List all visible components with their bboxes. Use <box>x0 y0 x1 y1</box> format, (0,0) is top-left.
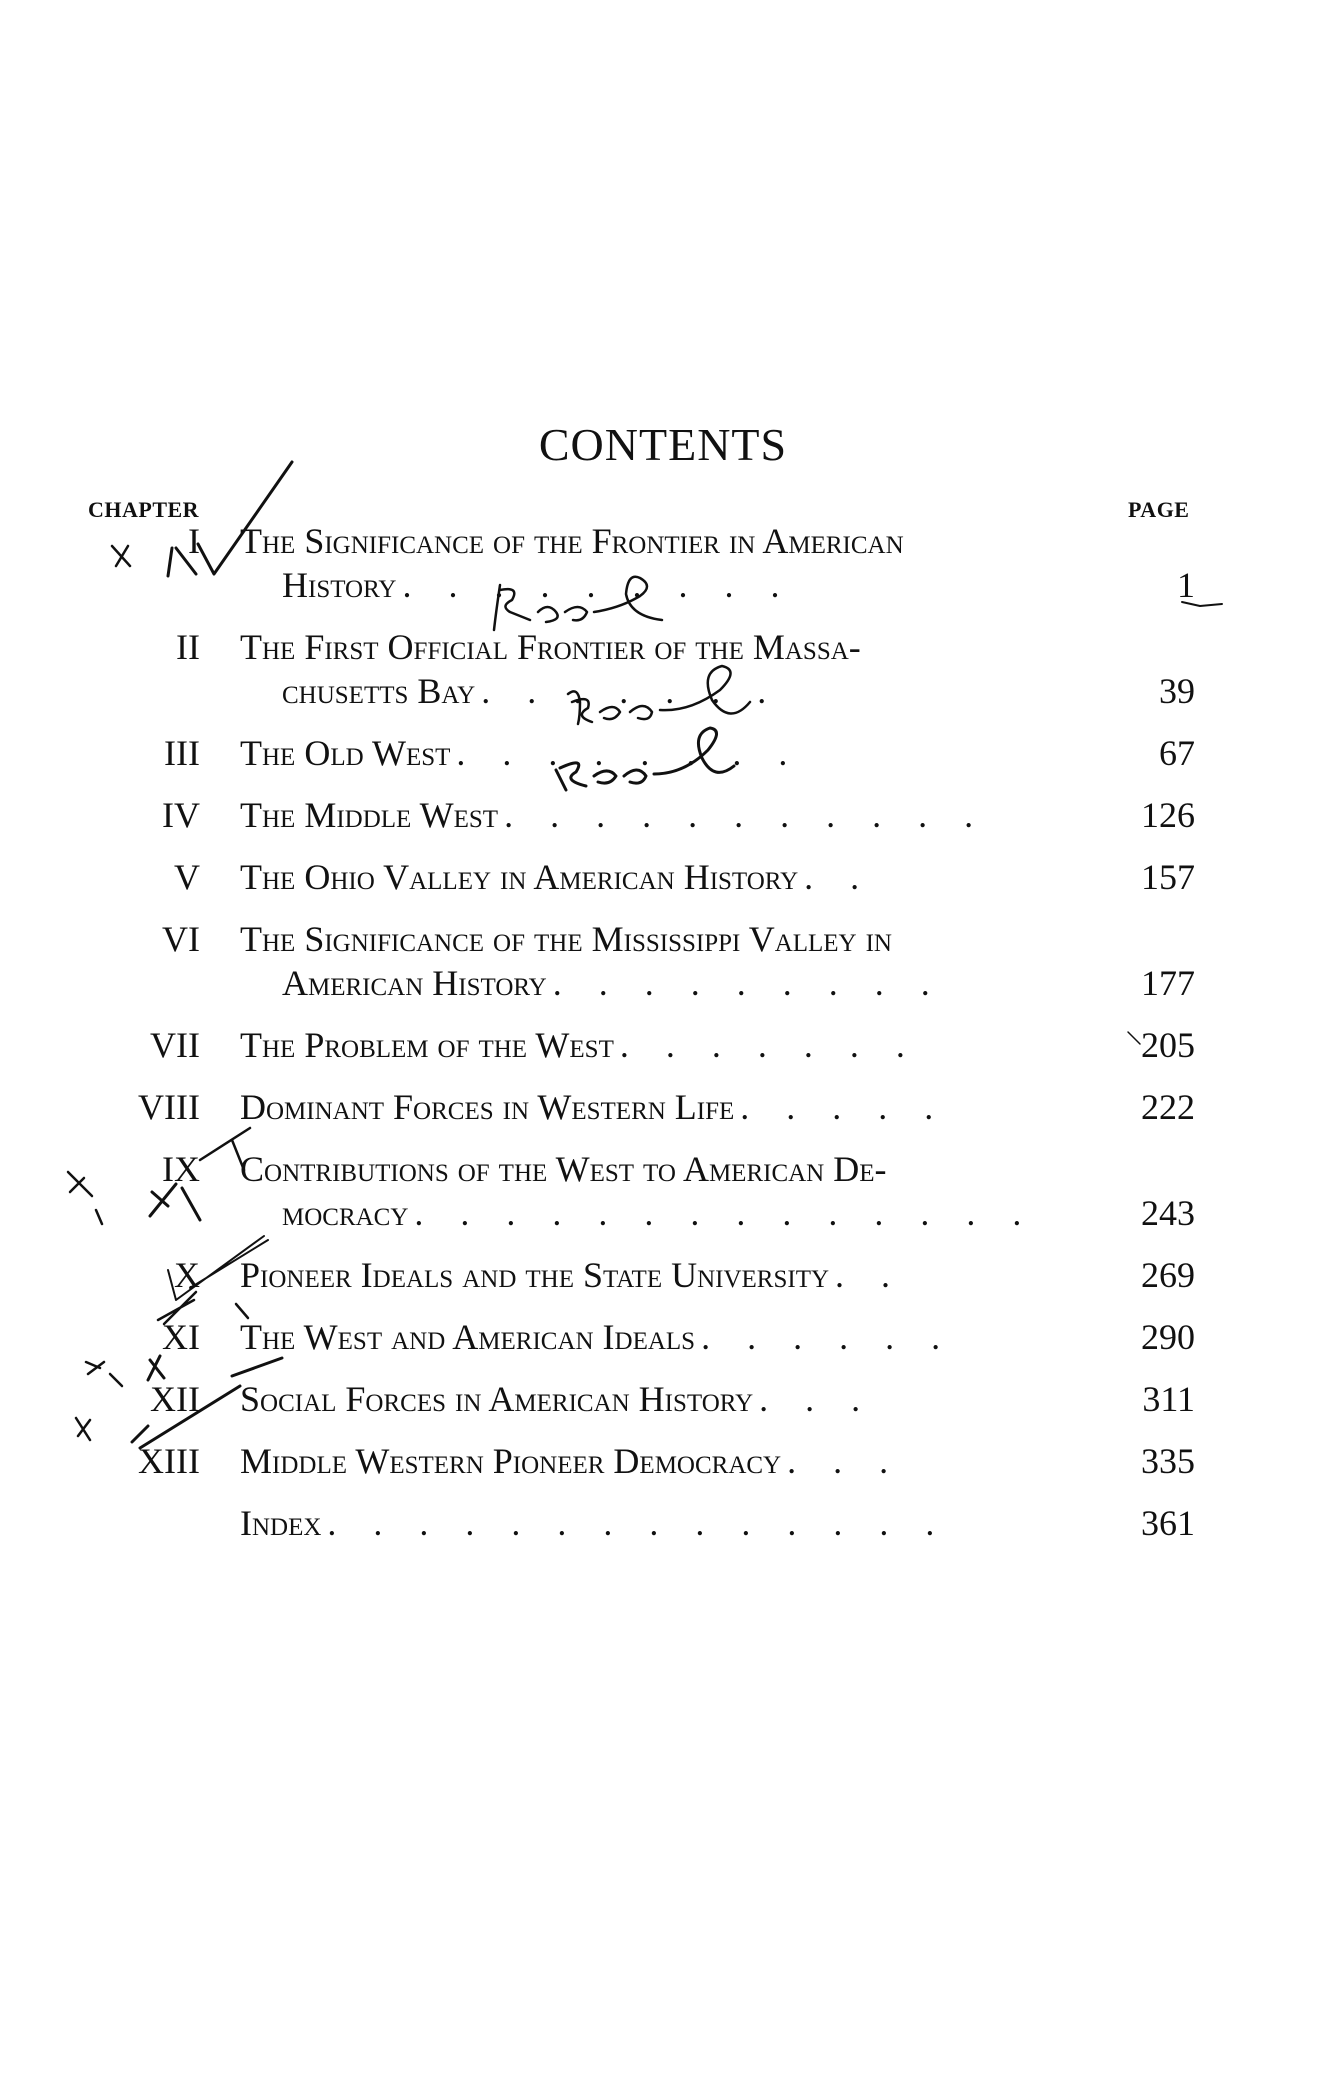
dot-leader: . . <box>835 1255 905 1295</box>
page-number: 126 <box>1141 795 1195 835</box>
dot-leader: . . . . . . <box>701 1317 955 1357</box>
chapter-number: I <box>188 521 200 561</box>
chapter-title <box>240 1316 954 1358</box>
chapter-title-text: The Middle West <box>240 795 499 835</box>
page-number: 157 <box>1141 857 1195 897</box>
chapter-column-header: CHAPTER <box>88 497 200 522</box>
chapter-title-continued <box>282 670 780 712</box>
chapter-title-text: The Significance of the Frontier in American <box>240 521 904 561</box>
chapter-title-text: Contributions of the West to American De- <box>240 1149 887 1189</box>
page-number: 39 <box>1159 671 1195 711</box>
page-column-header: PAGE <box>1128 497 1190 522</box>
chapter-title <box>240 1502 948 1544</box>
chapter-number: VII <box>150 1025 200 1065</box>
chapter-title-text: The Problem of the West <box>240 1025 614 1065</box>
chapter-title <box>240 732 801 774</box>
chapter-title <box>240 626 861 668</box>
chapter-number: VI <box>162 919 200 959</box>
chapter-number: II <box>176 627 200 667</box>
chapter-title <box>240 1378 874 1420</box>
chapter-number: IX <box>162 1149 200 1189</box>
page-number: 67 <box>1159 733 1195 773</box>
dot-leader: . . . . . <box>740 1087 948 1127</box>
dot-leader: . . . . . . . <box>619 1025 919 1065</box>
page-number: 243 <box>1141 1193 1195 1233</box>
page-number: 222 <box>1141 1087 1195 1127</box>
chapter-title-text: Pioneer Ideals and the State University <box>240 1255 830 1295</box>
x-mark-icon <box>86 1362 122 1386</box>
page-number: 361 <box>1141 1503 1195 1543</box>
dot-leader: . . . . . . . . . . . <box>504 795 988 835</box>
page-number: 311 <box>1142 1379 1195 1419</box>
page-number: 1 <box>1177 565 1195 605</box>
chapter-title-text: Social Forces in American History <box>240 1379 754 1419</box>
page-number: 335 <box>1141 1441 1195 1481</box>
chapter-title-text: The West and American Ideals <box>240 1317 696 1357</box>
chapter-number: XII <box>150 1379 200 1419</box>
dot-leader: . . . . . . . . . <box>402 565 794 605</box>
dot-leader: . . <box>804 857 874 897</box>
page-number: 290 <box>1141 1317 1195 1357</box>
dot-leader: . . . . . . . . . . . . . . <box>414 1193 1036 1233</box>
page-number: 177 <box>1141 963 1195 1003</box>
tick-mark-icon <box>1128 1032 1140 1044</box>
chapter-title-continued <box>282 962 944 1004</box>
dot-leader: . . . <box>787 1441 903 1481</box>
x-mark-icon <box>76 1418 90 1440</box>
chapter-title-text: The Ohio Valley in American History <box>240 857 799 897</box>
chapter-title-text: Index <box>240 1503 322 1543</box>
dot-leader: . . . <box>759 1379 875 1419</box>
x-mark-icon <box>112 546 130 566</box>
chapter-number: XIII <box>138 1441 200 1481</box>
chapter-title-text: Dominant Forces in Western Life <box>240 1087 735 1127</box>
chapter-title <box>240 520 904 562</box>
page-number: 269 <box>1141 1255 1195 1295</box>
chapter-number: III <box>164 733 200 773</box>
chapter-title <box>240 1254 904 1296</box>
chapter-title <box>240 918 892 960</box>
x-mark-icon <box>68 1172 102 1224</box>
dot-leader: . . . . . . . . <box>456 733 802 773</box>
chapter-number: IV <box>162 795 200 835</box>
dot-leader: . . . . . . . . . . . . . . <box>327 1503 949 1543</box>
chapter-title-text: History <box>282 565 397 605</box>
chapter-title <box>240 794 987 836</box>
chapter-title <box>240 856 873 898</box>
chapter-title-text: mocracy <box>282 1193 409 1233</box>
chapter-title-text: The Significance of the Mississippi Valley in <box>240 919 892 959</box>
chapter-title-text: American History <box>282 963 547 1003</box>
chapter-title-text: The Old West <box>240 733 451 773</box>
dot-leader: . . . . . . . <box>481 671 781 711</box>
chapter-number: XI <box>162 1317 200 1357</box>
chapter-title-text: chusetts Bay <box>282 671 476 711</box>
chapter-title <box>240 1086 947 1128</box>
page-title: CONTENTS <box>538 419 788 470</box>
chapter-title-continued <box>282 1192 1035 1234</box>
chapter-title <box>240 1440 902 1482</box>
chapter-title <box>240 1148 886 1190</box>
dot-leader: . . . . . . . . . <box>552 963 944 1003</box>
chapter-title <box>240 1024 919 1066</box>
page-number: 205 <box>1141 1025 1195 1065</box>
chapter-title-text: The First Official Frontier of the Massa- <box>240 627 861 667</box>
chapter-number: X <box>174 1255 200 1295</box>
chapter-title-continued <box>282 564 793 606</box>
chapter-number: VIII <box>138 1087 200 1127</box>
chapter-number: V <box>174 857 200 897</box>
chapter-title-text: Middle Western Pioneer Democracy <box>240 1441 782 1481</box>
strike-mark-icon <box>148 1356 282 1380</box>
